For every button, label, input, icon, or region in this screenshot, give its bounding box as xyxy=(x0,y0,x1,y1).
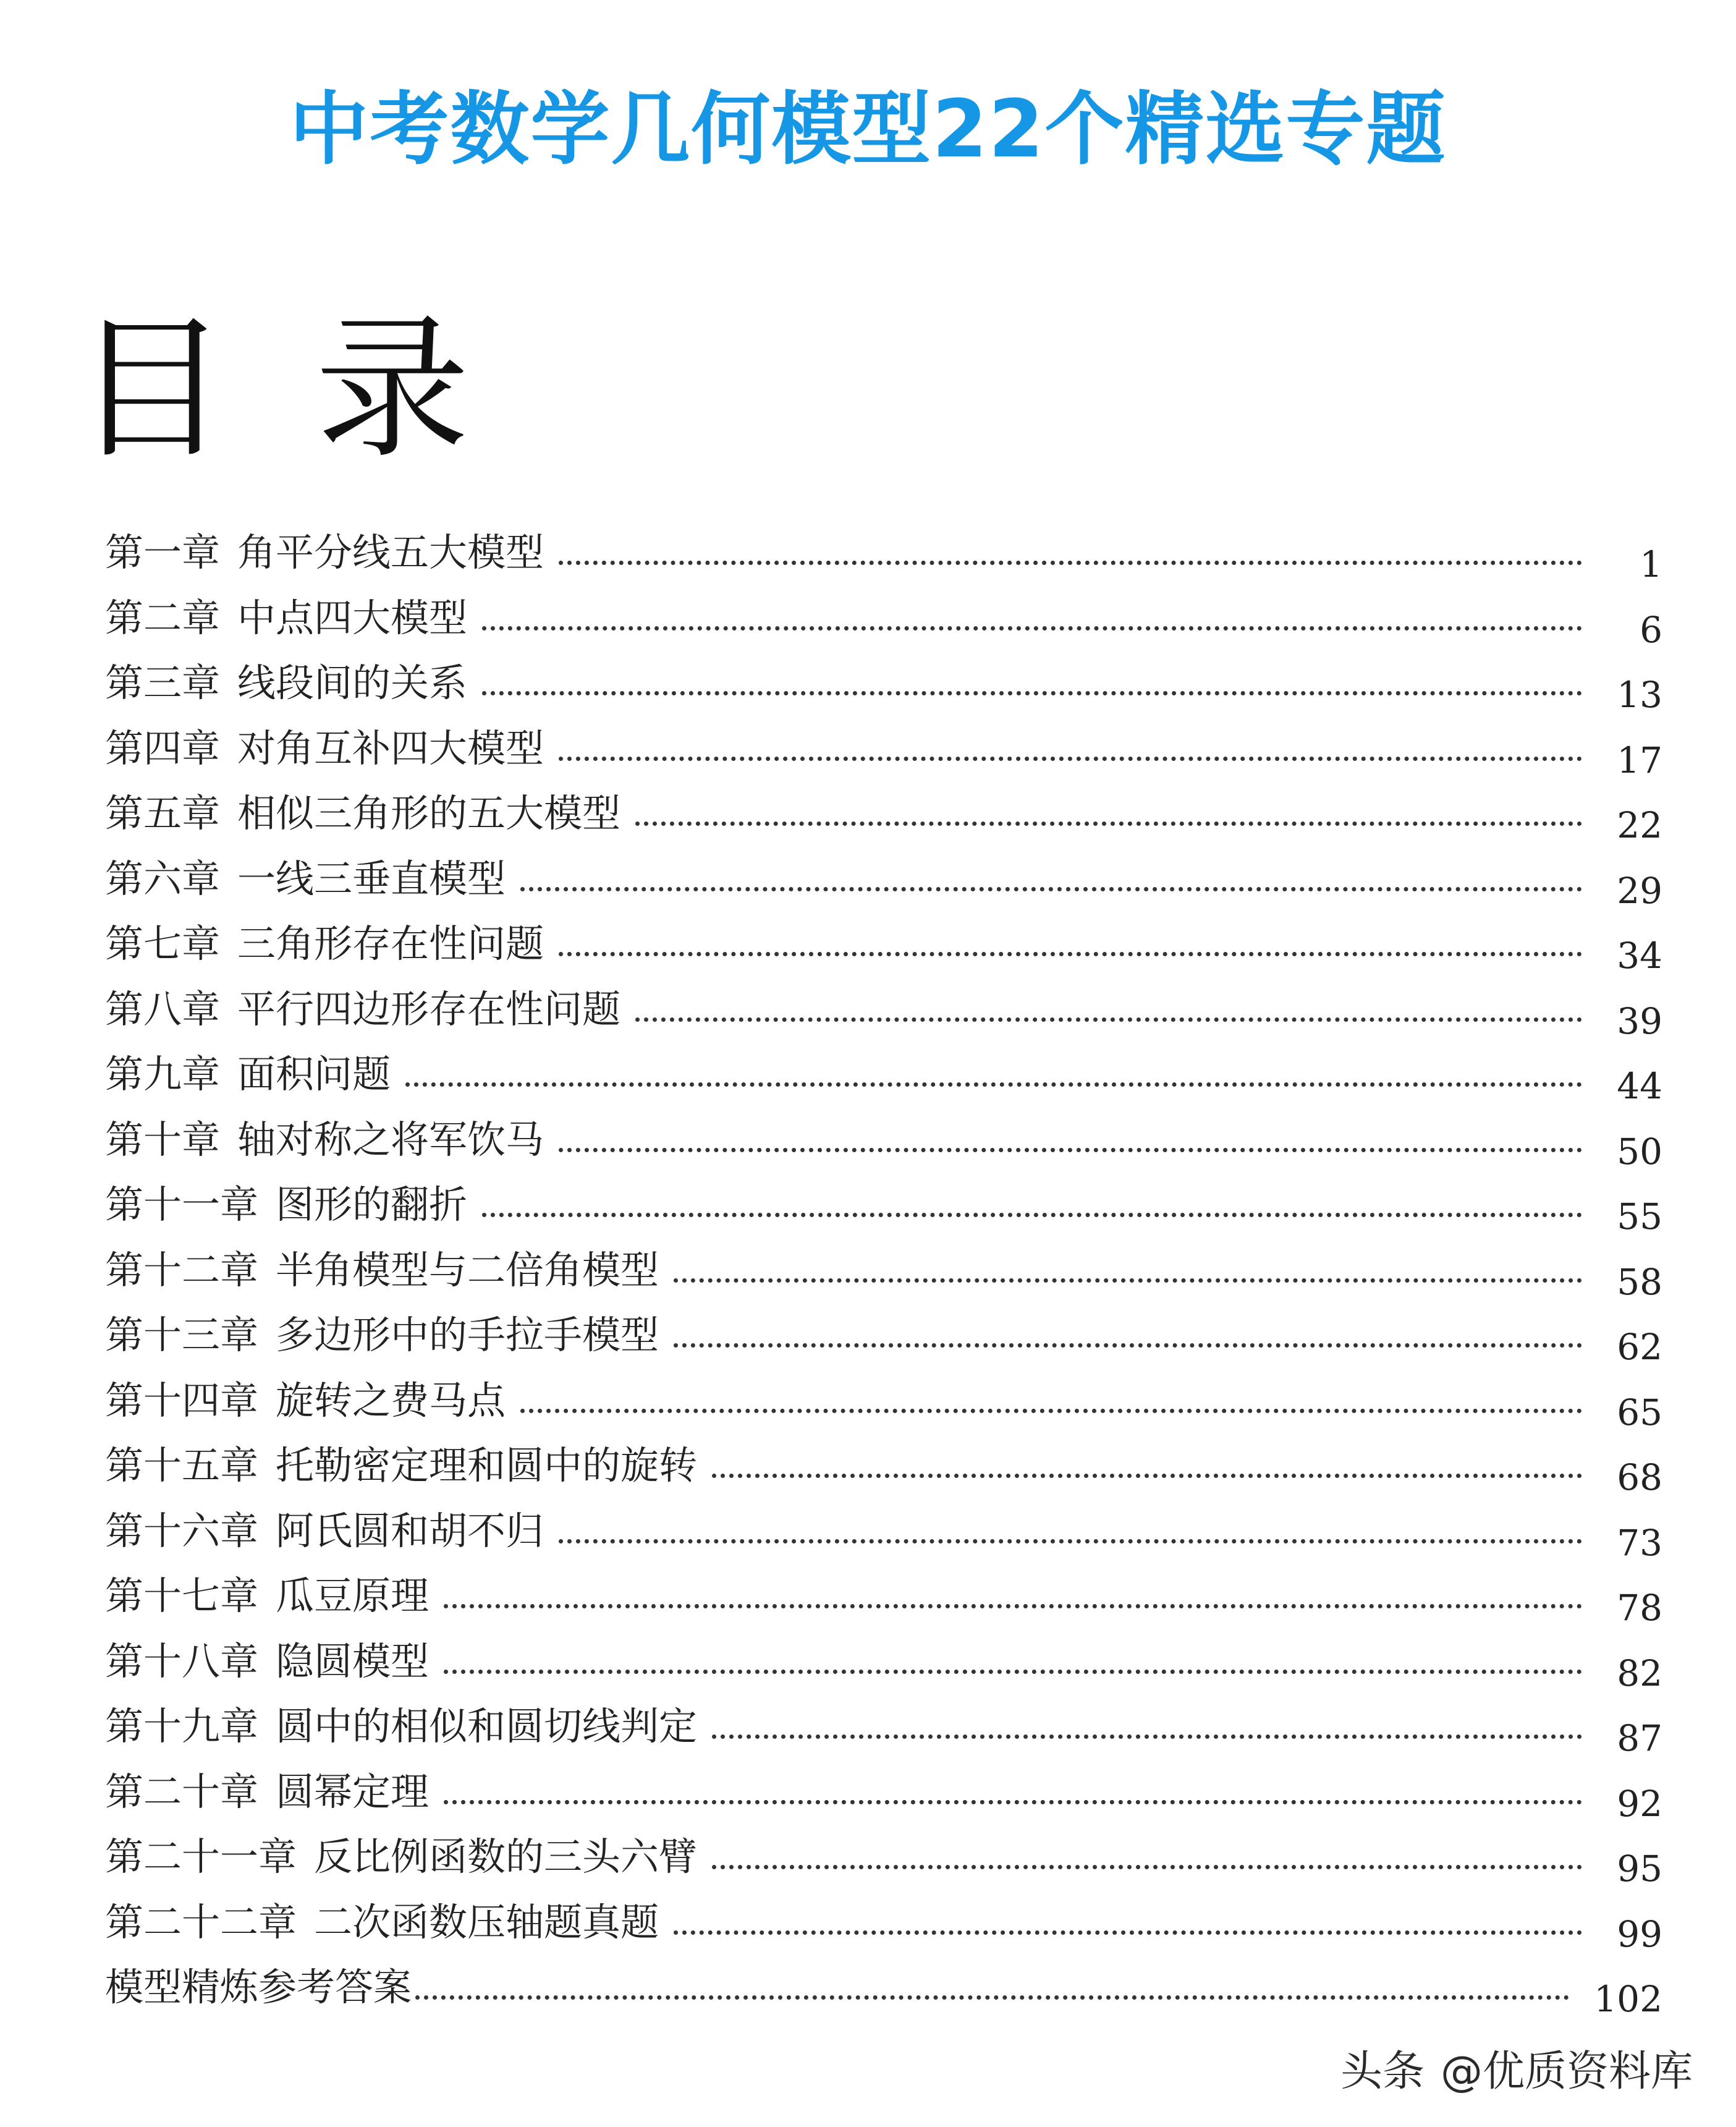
toc-chapter-title: 二次函数压轴题真题 xyxy=(314,1899,659,1945)
toc-entry-label xyxy=(105,1961,412,2016)
toc-entry-label xyxy=(105,788,620,842)
toc-page-number: 29 xyxy=(1617,869,1662,912)
toc-entry[interactable] xyxy=(105,1504,1662,1564)
toc-entry[interactable] xyxy=(105,852,1662,912)
toc-entry-label xyxy=(105,527,544,581)
toc-entry-label xyxy=(105,1505,544,1560)
toc-dot-leader xyxy=(712,1865,1582,1869)
toc-dot-leader xyxy=(674,1930,1582,1935)
toc-chapter-title: 模型精炼参考答案 xyxy=(105,1964,412,2010)
toc-chapter-title: 轴对称之将军饮马 xyxy=(237,1116,544,1162)
toc-chapter-title: 旋转之费马点 xyxy=(276,1377,506,1423)
toc-entry-label xyxy=(105,1440,697,1494)
toc-dot-leader xyxy=(712,1474,1582,1478)
toc-page-number: 95 xyxy=(1617,1848,1662,1890)
toc-chapter-title: 圆中的相似和圆切线判定 xyxy=(276,1704,698,1749)
toc-chapter-title: 相似三角形的五大模型 xyxy=(237,791,621,836)
toc-entry[interactable] xyxy=(105,1243,1662,1303)
toc-entry-label xyxy=(105,1896,659,1951)
toc-entry[interactable] xyxy=(105,721,1662,781)
toc-dot-leader xyxy=(674,1278,1582,1283)
toc-dot-leader xyxy=(559,952,1582,956)
toc-page-number: 50 xyxy=(1617,1130,1662,1173)
toc-dot-leader xyxy=(712,1734,1582,1739)
toc-entry-label xyxy=(105,918,544,972)
toc-dot-leader xyxy=(520,1409,1582,1413)
toc-dot-leader xyxy=(444,1800,1582,1804)
toc-chapter-number: 第七章 xyxy=(105,921,221,966)
toc-entry-label xyxy=(105,1114,544,1168)
toc-page-number: 65 xyxy=(1617,1391,1662,1433)
toc-entry-label xyxy=(105,983,620,1038)
toc-chapter-title: 圆幂定理 xyxy=(276,1768,430,1814)
toc-chapter-title: 隐圆模型 xyxy=(276,1638,430,1684)
toc-dot-leader xyxy=(482,691,1582,695)
toc-chapter-number: 第三章 xyxy=(105,660,221,705)
toc-dot-leader xyxy=(405,1082,1582,1087)
toc-entry-label xyxy=(105,1570,429,1624)
toc-page-number: 34 xyxy=(1617,935,1662,977)
watermark-account: @优质资料库 xyxy=(1440,2047,1693,2096)
toc-entry-label xyxy=(105,1179,467,1233)
toc-chapter-title: 阿氏圆和胡不归 xyxy=(276,1508,544,1553)
toc-entry-label xyxy=(105,1048,391,1103)
toc-entry[interactable] xyxy=(105,1699,1662,1759)
toc-chapter-title: 一线三垂直模型 xyxy=(237,855,506,901)
toc-entry[interactable] xyxy=(105,1178,1662,1238)
toc-chapter-number: 第十六章 xyxy=(105,1508,259,1553)
toc-dot-leader xyxy=(635,822,1582,826)
toc-entry[interactable] xyxy=(105,1373,1662,1433)
toc-dot-leader xyxy=(482,626,1582,630)
toc-page-number: 68 xyxy=(1617,1456,1662,1498)
toc-chapter-number: 第十一章 xyxy=(105,1182,259,1227)
toc-entry[interactable] xyxy=(105,1634,1662,1694)
toc-entry[interactable] xyxy=(105,1113,1662,1173)
watermark xyxy=(1340,2044,1693,2100)
toc-page-number: 99 xyxy=(1617,1913,1662,1955)
toc-dot-leader xyxy=(559,1539,1582,1543)
toc-page-number: 102 xyxy=(1594,1978,1662,2020)
toc-entry[interactable] xyxy=(105,1960,1662,2020)
toc-entry-label xyxy=(105,657,467,711)
toc-chapter-number: 第六章 xyxy=(105,855,221,901)
toc-entry-label xyxy=(105,1244,659,1299)
toc-entry[interactable] xyxy=(105,917,1662,977)
toc-page-number: 82 xyxy=(1617,1652,1662,1694)
toc-page-number: 87 xyxy=(1617,1717,1662,1759)
toc-dot-leader xyxy=(559,1148,1582,1152)
toc-entry[interactable] xyxy=(105,1895,1662,1955)
toc-chapter-title: 中点四大模型 xyxy=(237,595,468,640)
toc-page-number: 1 xyxy=(1640,543,1662,585)
toc-entry[interactable] xyxy=(105,982,1662,1042)
toc-entry[interactable] xyxy=(105,786,1662,846)
toc-page-number: 58 xyxy=(1617,1260,1662,1303)
toc-entry-label xyxy=(105,592,467,647)
toc-dot-leader xyxy=(444,1670,1582,1674)
toc-entry-label xyxy=(105,723,544,777)
toc-chapter-title: 反比例函数的三头六臂 xyxy=(314,1834,698,1879)
toc-dot-leader xyxy=(415,1995,1569,2000)
toc-chapter-number: 第二章 xyxy=(105,595,221,640)
toc-chapter-title: 对角互补四大模型 xyxy=(237,725,544,771)
toc-dot-leader xyxy=(559,561,1582,565)
toc-entry[interactable] xyxy=(105,1438,1662,1498)
toc-chapter-title: 半角模型与二倍角模型 xyxy=(276,1247,659,1293)
toc-entry[interactable] xyxy=(105,656,1662,716)
toc-heading: 目录 xyxy=(74,299,556,479)
toc-chapter-title: 线段间的关系 xyxy=(237,660,468,705)
toc-dot-leader xyxy=(520,887,1582,891)
toc-chapter-number: 第十七章 xyxy=(105,1573,259,1618)
toc-entry[interactable] xyxy=(105,525,1662,585)
toc-dot-leader xyxy=(559,757,1582,761)
watermark-source: 头条 xyxy=(1340,2047,1425,2096)
toc-entry-label xyxy=(105,1309,659,1364)
toc-chapter-title: 瓜豆原理 xyxy=(276,1573,430,1618)
toc-page-number: 17 xyxy=(1617,739,1662,781)
toc-chapter-number: 第四章 xyxy=(105,725,221,771)
toc-page-number: 13 xyxy=(1617,674,1662,716)
toc-chapter-number: 第一章 xyxy=(105,530,221,575)
toc-chapter-title: 图形的翻折 xyxy=(276,1182,468,1227)
toc-dot-leader xyxy=(674,1343,1582,1348)
toc-chapter-title: 面积问题 xyxy=(237,1051,391,1097)
toc-chapter-number: 第十四章 xyxy=(105,1377,259,1423)
toc-entry-label xyxy=(105,1375,506,1429)
toc-entry[interactable] xyxy=(105,1830,1662,1890)
toc-page-number: 73 xyxy=(1617,1521,1662,1564)
toc-entry[interactable] xyxy=(105,1308,1662,1368)
toc-dot-leader xyxy=(444,1604,1582,1608)
toc-chapter-title: 角平分线五大模型 xyxy=(237,530,544,575)
toc-chapter-number: 第十五章 xyxy=(105,1443,259,1488)
toc-chapter-title: 三角形存在性问题 xyxy=(237,921,544,966)
toc-entry[interactable] xyxy=(105,1047,1662,1107)
toc-chapter-number: 第八章 xyxy=(105,986,221,1032)
toc-entry-label xyxy=(105,1636,429,1690)
toc-entry[interactable] xyxy=(105,1765,1662,1825)
toc-entry[interactable] xyxy=(105,1569,1662,1629)
toc-chapter-number: 第二十二章 xyxy=(105,1899,297,1945)
toc-dot-leader xyxy=(635,1017,1582,1022)
toc-page-number: 6 xyxy=(1640,608,1662,651)
document-title: 中考数学几何模型22个精选专题 xyxy=(289,83,1447,176)
toc-page-number: 22 xyxy=(1617,804,1662,846)
toc-page-number: 39 xyxy=(1617,1000,1662,1042)
toc-entry-label xyxy=(105,1700,697,1755)
toc-entry[interactable] xyxy=(105,591,1662,651)
toc-page-number: 44 xyxy=(1617,1065,1662,1107)
toc-chapter-number: 第二十章 xyxy=(105,1768,259,1814)
toc-chapter-number: 第十八章 xyxy=(105,1638,259,1684)
toc-chapter-number: 第九章 xyxy=(105,1051,221,1097)
toc-entry-label xyxy=(105,1766,429,1820)
toc-chapter-title: 多边形中的手拉手模型 xyxy=(276,1312,659,1357)
toc-entry-label xyxy=(105,853,506,907)
toc-chapter-title: 平行四边形存在性问题 xyxy=(237,986,621,1032)
toc-chapter-number: 第五章 xyxy=(105,791,221,836)
toc-page-number: 92 xyxy=(1617,1782,1662,1825)
toc-entry-label xyxy=(105,1831,697,1885)
toc-page-number: 78 xyxy=(1617,1587,1662,1629)
toc-page-number: 62 xyxy=(1617,1326,1662,1368)
toc-chapter-number: 第二十一章 xyxy=(105,1834,297,1879)
toc-chapter-number: 第十三章 xyxy=(105,1312,259,1357)
toc-page-number: 55 xyxy=(1617,1195,1662,1238)
toc-chapter-number: 第十二章 xyxy=(105,1247,259,1293)
toc-chapter-number: 第十九章 xyxy=(105,1704,259,1749)
toc-chapter-number: 第十章 xyxy=(105,1116,221,1162)
toc-dot-leader xyxy=(482,1213,1582,1217)
toc-chapter-title: 托勒密定理和圆中的旋转 xyxy=(276,1443,698,1488)
